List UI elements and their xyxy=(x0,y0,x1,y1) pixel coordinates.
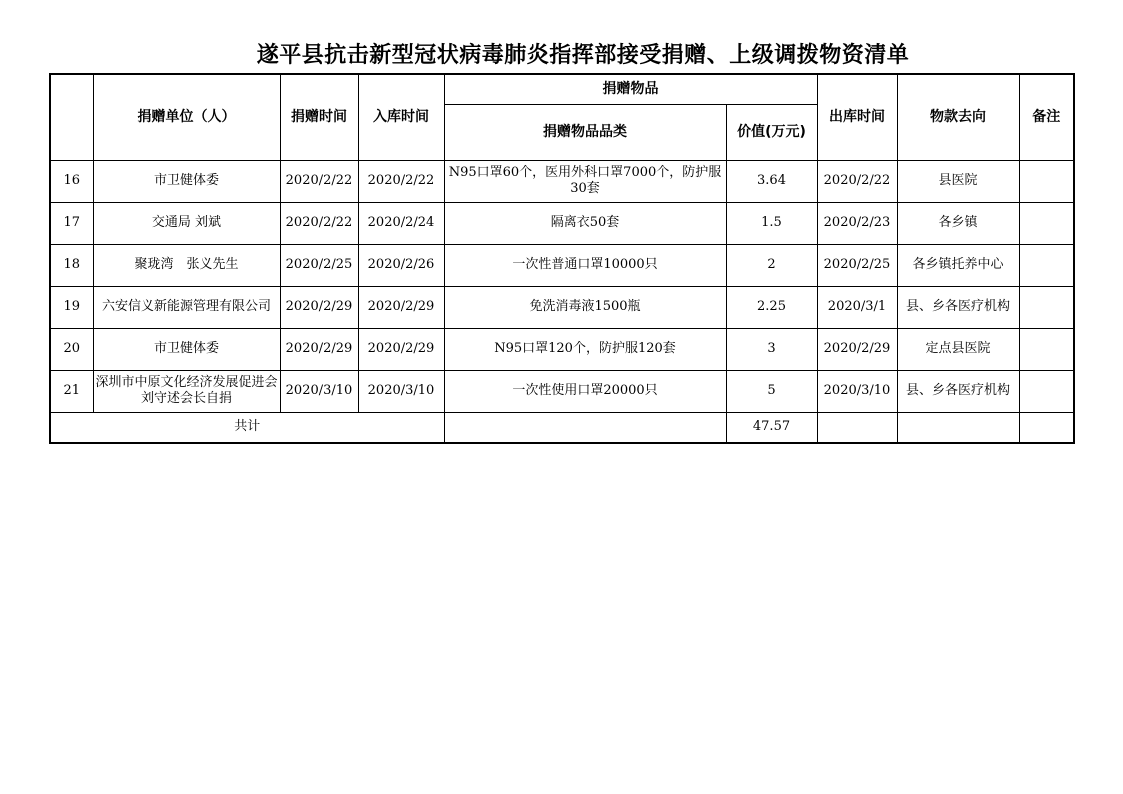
header-donor: 捐赠单位（人） xyxy=(93,74,280,160)
cell-no: 19 xyxy=(50,286,93,328)
cell-no: 16 xyxy=(50,160,93,202)
total-remark xyxy=(1019,412,1074,443)
header-out-time: 出库时间 xyxy=(817,74,897,160)
header-in-time: 入库时间 xyxy=(358,74,444,160)
header-donate-time: 捐赠时间 xyxy=(280,74,358,160)
cell-category: 一次性使用口罩20000只 xyxy=(444,370,726,412)
donation-table xyxy=(49,73,1075,444)
cell-out-time: 2020/2/25 xyxy=(817,244,897,286)
cell-no: 18 xyxy=(50,244,93,286)
cell-donor: 市卫健体委 xyxy=(93,328,280,370)
cell-out-time: 2020/2/23 xyxy=(817,202,897,244)
cell-donate-time: 2020/2/25 xyxy=(280,244,358,286)
cell-destination: 县医院 xyxy=(897,160,1019,202)
cell-category: 免洗消毒液1500瓶 xyxy=(444,286,726,328)
cell-category: N95口罩120个，防护服120套 xyxy=(444,328,726,370)
cell-remark xyxy=(1019,328,1074,370)
cell-donate-time: 2020/2/29 xyxy=(280,286,358,328)
header-goods-group: 捐赠物品 xyxy=(444,74,817,104)
cell-value: 2 xyxy=(726,244,817,286)
cell-destination: 定点县医院 xyxy=(897,328,1019,370)
cell-in-time: 2020/3/10 xyxy=(358,370,444,412)
cell-out-time: 2020/2/29 xyxy=(817,328,897,370)
cell-donate-time: 2020/2/22 xyxy=(280,160,358,202)
cell-remark xyxy=(1019,286,1074,328)
cell-in-time: 2020/2/24 xyxy=(358,202,444,244)
cell-donor: 六安信义新能源管理有限公司 xyxy=(93,286,280,328)
table-row xyxy=(50,202,1074,244)
cell-donor: 市卫健体委 xyxy=(93,160,280,202)
cell-donor: 交通局 刘斌 xyxy=(93,202,280,244)
total-row xyxy=(50,412,1074,443)
cell-remark xyxy=(1019,202,1074,244)
header-remark: 备注 xyxy=(1019,74,1074,160)
cell-donate-time: 2020/2/29 xyxy=(280,328,358,370)
header-no xyxy=(50,74,93,160)
cell-out-time: 2020/3/10 xyxy=(817,370,897,412)
cell-in-time: 2020/2/29 xyxy=(358,328,444,370)
cell-destination: 县、乡各医疗机构 xyxy=(897,370,1019,412)
cell-donate-time: 2020/3/10 xyxy=(280,370,358,412)
cell-out-time: 2020/3/1 xyxy=(817,286,897,328)
cell-no: 20 xyxy=(50,328,93,370)
cell-value: 2.25 xyxy=(726,286,817,328)
total-out-time xyxy=(817,412,897,443)
cell-donor: 聚珑湾 张义先生 xyxy=(93,244,280,286)
cell-destination: 各乡镇 xyxy=(897,202,1019,244)
table-row xyxy=(50,286,1074,328)
cell-destination: 县、乡各医疗机构 xyxy=(897,286,1019,328)
cell-value: 1.5 xyxy=(726,202,817,244)
cell-in-time: 2020/2/29 xyxy=(358,286,444,328)
total-label: 共计 xyxy=(50,412,444,443)
cell-in-time: 2020/2/26 xyxy=(358,244,444,286)
cell-out-time: 2020/2/22 xyxy=(817,160,897,202)
cell-in-time: 2020/2/22 xyxy=(358,160,444,202)
cell-category: N95口罩60个，医用外科口罩7000个，防护服30套 xyxy=(444,160,726,202)
total-category xyxy=(444,412,726,443)
cell-no: 17 xyxy=(50,202,93,244)
cell-category: 一次性普通口罩10000只 xyxy=(444,244,726,286)
cell-donor: 深圳市中原文化经济发展促进会刘守述会长自捐 xyxy=(93,370,280,412)
header-destination: 物款去向 xyxy=(897,74,1019,160)
total-destination xyxy=(897,412,1019,443)
cell-value: 3 xyxy=(726,328,817,370)
cell-destination: 各乡镇托养中心 xyxy=(897,244,1019,286)
cell-no: 21 xyxy=(50,370,93,412)
cell-donate-time: 2020/2/22 xyxy=(280,202,358,244)
header-value: 价值(万元) xyxy=(726,104,817,160)
cell-remark xyxy=(1019,370,1074,412)
page-title: 遂平县抗击新型冠状病毒肺炎指挥部接受捐赠、上级调拨物资清单 xyxy=(256,43,910,68)
table-row xyxy=(50,160,1074,202)
cell-category: 隔离衣50套 xyxy=(444,202,726,244)
total-value: 47.57 xyxy=(726,412,817,443)
cell-value: 3.64 xyxy=(726,160,817,202)
table-row xyxy=(50,244,1074,286)
table-row xyxy=(50,328,1074,370)
cell-remark xyxy=(1019,160,1074,202)
cell-value: 5 xyxy=(726,370,817,412)
cell-remark xyxy=(1019,244,1074,286)
header-goods-category: 捐赠物品品类 xyxy=(444,104,726,160)
table-row xyxy=(50,370,1074,412)
